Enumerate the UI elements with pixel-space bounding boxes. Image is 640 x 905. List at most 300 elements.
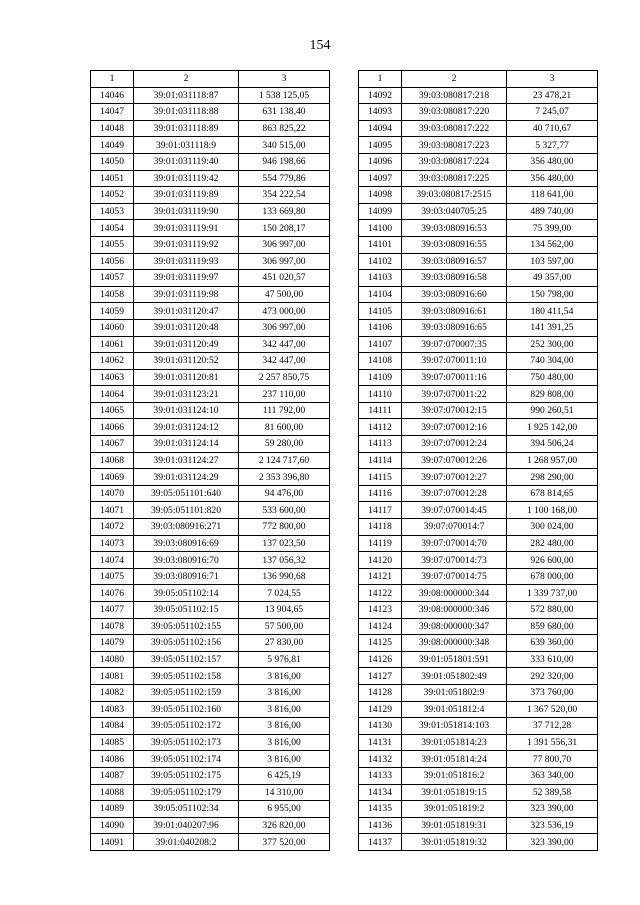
table-row bbox=[359, 834, 598, 851]
cadastral-number-cell: 39:01:031118:89 bbox=[134, 120, 239, 137]
table-row bbox=[91, 386, 330, 403]
row-number-cell: 14097 bbox=[359, 170, 402, 187]
value-cell: 150 798,00 bbox=[507, 286, 598, 303]
value-cell: 49 357,00 bbox=[507, 270, 598, 287]
value-cell: 451 020,57 bbox=[239, 270, 330, 287]
cadastral-number-cell: 39:03:080916:69 bbox=[134, 535, 239, 552]
row-number-cell: 14083 bbox=[91, 701, 134, 718]
cadastral-number-cell: 39:01:051814:103 bbox=[402, 718, 507, 735]
cadastral-number-cell: 39:05:051102:179 bbox=[134, 784, 239, 801]
row-number-cell: 14070 bbox=[91, 485, 134, 502]
table-row bbox=[91, 120, 330, 137]
value-cell: 533 600,00 bbox=[239, 502, 330, 519]
row-number-cell: 14046 bbox=[91, 87, 134, 104]
cadastral-number-cell: 39:03:080916:61 bbox=[402, 303, 507, 320]
cadastral-number-cell: 39:01:051819:32 bbox=[402, 834, 507, 851]
row-number-cell: 14121 bbox=[359, 568, 402, 585]
value-cell: 94 476,00 bbox=[239, 485, 330, 502]
table-row bbox=[91, 452, 330, 469]
table-row bbox=[359, 203, 598, 220]
row-number-cell: 14119 bbox=[359, 535, 402, 552]
value-cell: 2 257 850,75 bbox=[239, 369, 330, 386]
table-header-row bbox=[359, 71, 598, 88]
cadastral-number-cell: 39:05:051102:34 bbox=[134, 801, 239, 818]
header-cell: 1 bbox=[91, 71, 134, 88]
value-cell: 52 389,58 bbox=[507, 784, 598, 801]
table-row bbox=[359, 585, 598, 602]
table-row bbox=[91, 684, 330, 701]
row-number-cell: 14128 bbox=[359, 684, 402, 701]
value-cell: 141 391,25 bbox=[507, 319, 598, 336]
value-cell: 473 000,00 bbox=[239, 303, 330, 320]
table-row bbox=[91, 767, 330, 784]
value-cell: 3 816,00 bbox=[239, 751, 330, 768]
cadastral-number-cell: 39:07:070011:16 bbox=[402, 369, 507, 386]
table-row bbox=[359, 336, 598, 353]
value-cell: 1 339 737,00 bbox=[507, 585, 598, 602]
cadastral-number-cell: 39:03:080817:223 bbox=[402, 137, 507, 154]
row-number-cell: 14134 bbox=[359, 784, 402, 801]
value-cell: 3 816,00 bbox=[239, 701, 330, 718]
row-number-cell: 14112 bbox=[359, 419, 402, 436]
table-row bbox=[359, 618, 598, 635]
table-row bbox=[91, 602, 330, 619]
value-cell: 5 327,77 bbox=[507, 137, 598, 154]
table-row bbox=[91, 319, 330, 336]
row-number-cell: 14129 bbox=[359, 701, 402, 718]
value-cell: 489 740,00 bbox=[507, 203, 598, 220]
table-row bbox=[359, 220, 598, 237]
row-number-cell: 14122 bbox=[359, 585, 402, 602]
cadastral-number-cell: 39:01:031118:88 bbox=[134, 104, 239, 121]
cadastral-number-cell: 39:01:031124:10 bbox=[134, 402, 239, 419]
row-number-cell: 14099 bbox=[359, 203, 402, 220]
row-number-cell: 14115 bbox=[359, 469, 402, 486]
value-cell: 40 710,67 bbox=[507, 120, 598, 137]
value-cell: 1 925 142,00 bbox=[507, 419, 598, 436]
cadastral-number-cell: 39:08:000000:348 bbox=[402, 635, 507, 652]
cadastral-number-cell: 39:08:000000:346 bbox=[402, 602, 507, 619]
table-row bbox=[91, 353, 330, 370]
table-row bbox=[359, 817, 598, 834]
value-cell: 1 538 125,05 bbox=[239, 87, 330, 104]
cadastral-number-cell: 39:05:051102:157 bbox=[134, 651, 239, 668]
row-number-cell: 14048 bbox=[91, 120, 134, 137]
row-number-cell: 14123 bbox=[359, 602, 402, 619]
value-cell: 14 310,00 bbox=[239, 784, 330, 801]
table-row bbox=[91, 801, 330, 818]
cadastral-number-cell: 39:03:080916:53 bbox=[402, 220, 507, 237]
table-row bbox=[91, 402, 330, 419]
left-table bbox=[90, 70, 330, 851]
value-cell: 639 360,00 bbox=[507, 635, 598, 652]
cadastral-number-cell: 39:05:051102:156 bbox=[134, 635, 239, 652]
table-row bbox=[91, 104, 330, 121]
table-row bbox=[91, 270, 330, 287]
value-cell: 150 208,17 bbox=[239, 220, 330, 237]
value-cell: 306 997,00 bbox=[239, 319, 330, 336]
row-number-cell: 14133 bbox=[359, 767, 402, 784]
value-cell: 133 669,80 bbox=[239, 203, 330, 220]
row-number-cell: 14085 bbox=[91, 734, 134, 751]
row-number-cell: 14078 bbox=[91, 618, 134, 635]
table-row bbox=[359, 535, 598, 552]
table-row bbox=[91, 469, 330, 486]
cadastral-number-cell: 39:01:040207:96 bbox=[134, 817, 239, 834]
cadastral-number-cell: 39:01:031119:92 bbox=[134, 236, 239, 253]
table-row bbox=[359, 104, 598, 121]
value-cell: 342 447,00 bbox=[239, 353, 330, 370]
cadastral-number-cell: 39:03:080916:58 bbox=[402, 270, 507, 287]
table-row bbox=[359, 751, 598, 768]
row-number-cell: 14069 bbox=[91, 469, 134, 486]
cadastral-number-cell: 39:01:031118:87 bbox=[134, 87, 239, 104]
table-row bbox=[359, 469, 598, 486]
table-row bbox=[359, 153, 598, 170]
row-number-cell: 14127 bbox=[359, 668, 402, 685]
value-cell: 6 955,00 bbox=[239, 801, 330, 818]
row-number-cell: 14086 bbox=[91, 751, 134, 768]
cadastral-number-cell: 39:07:070012:16 bbox=[402, 419, 507, 436]
cadastral-number-cell: 39:05:051101:640 bbox=[134, 485, 239, 502]
row-number-cell: 14056 bbox=[91, 253, 134, 270]
cadastral-number-cell: 39:03:080817:2515 bbox=[402, 187, 507, 204]
value-cell: 750 480,00 bbox=[507, 369, 598, 386]
row-number-cell: 14104 bbox=[359, 286, 402, 303]
row-number-cell: 14114 bbox=[359, 452, 402, 469]
row-number-cell: 14103 bbox=[359, 270, 402, 287]
table-row bbox=[91, 236, 330, 253]
cadastral-number-cell: 39:07:070014:7 bbox=[402, 519, 507, 536]
value-cell: 2 353 396,80 bbox=[239, 469, 330, 486]
table-row bbox=[91, 568, 330, 585]
table-row bbox=[91, 651, 330, 668]
row-number-cell: 14120 bbox=[359, 552, 402, 569]
cadastral-number-cell: 39:07:070014:73 bbox=[402, 552, 507, 569]
value-cell: 298 290,00 bbox=[507, 469, 598, 486]
cadastral-number-cell: 39:01:051819:15 bbox=[402, 784, 507, 801]
table-row bbox=[91, 585, 330, 602]
row-number-cell: 14051 bbox=[91, 170, 134, 187]
table-row bbox=[359, 286, 598, 303]
row-number-cell: 14094 bbox=[359, 120, 402, 137]
table-row bbox=[359, 386, 598, 403]
row-number-cell: 14118 bbox=[359, 519, 402, 536]
value-cell: 13 904,65 bbox=[239, 602, 330, 619]
cadastral-number-cell: 39:05:051102:14 bbox=[134, 585, 239, 602]
value-cell: 27 830,00 bbox=[239, 635, 330, 652]
row-number-cell: 14092 bbox=[359, 87, 402, 104]
row-number-cell: 14081 bbox=[91, 668, 134, 685]
table-row bbox=[359, 502, 598, 519]
row-number-cell: 14109 bbox=[359, 369, 402, 386]
cadastral-number-cell: 39:03:080817:225 bbox=[402, 170, 507, 187]
cadastral-number-cell: 39:01:031119:91 bbox=[134, 220, 239, 237]
row-number-cell: 14110 bbox=[359, 386, 402, 403]
table-row bbox=[359, 270, 598, 287]
cadastral-number-cell: 39:01:031119:98 bbox=[134, 286, 239, 303]
row-number-cell: 14061 bbox=[91, 336, 134, 353]
table-row bbox=[359, 236, 598, 253]
value-cell: 926 600,00 bbox=[507, 552, 598, 569]
row-number-cell: 14080 bbox=[91, 651, 134, 668]
cadastral-number-cell: 39:03:080916:71 bbox=[134, 568, 239, 585]
table-row bbox=[91, 519, 330, 536]
row-number-cell: 14055 bbox=[91, 236, 134, 253]
table-row bbox=[359, 519, 598, 536]
row-number-cell: 14100 bbox=[359, 220, 402, 237]
cadastral-number-cell: 39:05:051102:15 bbox=[134, 602, 239, 619]
table-row bbox=[359, 87, 598, 104]
cadastral-number-cell: 39:03:080817:220 bbox=[402, 104, 507, 121]
table-row bbox=[91, 419, 330, 436]
table-row bbox=[359, 801, 598, 818]
value-cell: 103 597,00 bbox=[507, 253, 598, 270]
value-cell: 137 056,32 bbox=[239, 552, 330, 569]
value-cell: 23 478,21 bbox=[507, 87, 598, 104]
table-row bbox=[359, 319, 598, 336]
cadastral-number-cell: 39:01:051812:4 bbox=[402, 701, 507, 718]
row-number-cell: 14052 bbox=[91, 187, 134, 204]
value-cell: 1 367 520,00 bbox=[507, 701, 598, 718]
cadastral-number-cell: 39:05:051102:174 bbox=[134, 751, 239, 768]
row-number-cell: 14071 bbox=[91, 502, 134, 519]
value-cell: 333 610,00 bbox=[507, 651, 598, 668]
cadastral-number-cell: 39:03:080916:57 bbox=[402, 253, 507, 270]
value-cell: 292 320,00 bbox=[507, 668, 598, 685]
table-row bbox=[91, 535, 330, 552]
cadastral-number-cell: 39:03:040705:25 bbox=[402, 203, 507, 220]
table-row bbox=[359, 568, 598, 585]
value-cell: 373 760,00 bbox=[507, 684, 598, 701]
cadastral-number-cell: 39:03:080817:222 bbox=[402, 120, 507, 137]
table-row bbox=[359, 684, 598, 701]
header-cell: 3 bbox=[239, 71, 330, 88]
row-number-cell: 14053 bbox=[91, 203, 134, 220]
left-table-body bbox=[91, 71, 330, 851]
value-cell: 678 000,00 bbox=[507, 568, 598, 585]
cadastral-number-cell: 39:07:070014:45 bbox=[402, 502, 507, 519]
cadastral-number-cell: 39:08:000000:347 bbox=[402, 618, 507, 635]
cadastral-number-cell: 39:08:000000:344 bbox=[402, 585, 507, 602]
value-cell: 81 600,00 bbox=[239, 419, 330, 436]
value-cell: 772 800,00 bbox=[239, 519, 330, 536]
table-row bbox=[91, 170, 330, 187]
cadastral-number-cell: 39:07:070014:75 bbox=[402, 568, 507, 585]
value-cell: 323 536,19 bbox=[507, 817, 598, 834]
table-row bbox=[91, 751, 330, 768]
row-number-cell: 14076 bbox=[91, 585, 134, 602]
value-cell: 7 245,07 bbox=[507, 104, 598, 121]
row-number-cell: 14054 bbox=[91, 220, 134, 237]
table-row bbox=[91, 203, 330, 220]
cadastral-number-cell: 39:01:031124:27 bbox=[134, 452, 239, 469]
table-row bbox=[359, 187, 598, 204]
cadastral-number-cell: 39:05:051102:155 bbox=[134, 618, 239, 635]
value-cell: 678 814,65 bbox=[507, 485, 598, 502]
row-number-cell: 14106 bbox=[359, 319, 402, 336]
table-row bbox=[91, 336, 330, 353]
value-cell: 354 222,54 bbox=[239, 187, 330, 204]
value-cell: 137 023,50 bbox=[239, 535, 330, 552]
row-number-cell: 14105 bbox=[359, 303, 402, 320]
value-cell: 2 124 717,60 bbox=[239, 452, 330, 469]
row-number-cell: 14131 bbox=[359, 734, 402, 751]
value-cell: 946 198,66 bbox=[239, 153, 330, 170]
value-cell: 326 820,00 bbox=[239, 817, 330, 834]
cadastral-number-cell: 39:01:031119:90 bbox=[134, 203, 239, 220]
value-cell: 3 816,00 bbox=[239, 668, 330, 685]
table-row bbox=[359, 170, 598, 187]
cadastral-number-cell: 39:01:051801:591 bbox=[402, 651, 507, 668]
cadastral-number-cell: 39:05:051102:172 bbox=[134, 718, 239, 735]
value-cell: 3 816,00 bbox=[239, 718, 330, 735]
table-row bbox=[91, 286, 330, 303]
row-number-cell: 14124 bbox=[359, 618, 402, 635]
row-number-cell: 14095 bbox=[359, 137, 402, 154]
cadastral-number-cell: 39:03:080916:271 bbox=[134, 519, 239, 536]
table-row bbox=[359, 137, 598, 154]
header-cell: 1 bbox=[359, 71, 402, 88]
table-row bbox=[91, 834, 330, 851]
table-row bbox=[359, 552, 598, 569]
row-number-cell: 14098 bbox=[359, 187, 402, 204]
header-cell: 2 bbox=[402, 71, 507, 88]
value-cell: 237 110,00 bbox=[239, 386, 330, 403]
row-number-cell: 14066 bbox=[91, 419, 134, 436]
cadastral-number-cell: 39:01:031120:47 bbox=[134, 303, 239, 320]
table-row bbox=[91, 734, 330, 751]
cadastral-number-cell: 39:01:031120:81 bbox=[134, 369, 239, 386]
table-row bbox=[91, 817, 330, 834]
value-cell: 57 500,00 bbox=[239, 618, 330, 635]
value-cell: 300 024,00 bbox=[507, 519, 598, 536]
table-row bbox=[91, 253, 330, 270]
cadastral-number-cell: 39:01:031124:14 bbox=[134, 436, 239, 453]
cadastral-number-cell: 39:01:051802:49 bbox=[402, 668, 507, 685]
row-number-cell: 14067 bbox=[91, 436, 134, 453]
cadastral-number-cell: 39:05:051102:173 bbox=[134, 734, 239, 751]
row-number-cell: 14065 bbox=[91, 402, 134, 419]
row-number-cell: 14101 bbox=[359, 236, 402, 253]
table-row bbox=[359, 253, 598, 270]
row-number-cell: 14135 bbox=[359, 801, 402, 818]
table-row bbox=[359, 767, 598, 784]
table-row bbox=[91, 187, 330, 204]
value-cell: 47 500,00 bbox=[239, 286, 330, 303]
value-cell: 990 260,51 bbox=[507, 402, 598, 419]
row-number-cell: 14079 bbox=[91, 635, 134, 652]
row-number-cell: 14116 bbox=[359, 485, 402, 502]
cadastral-number-cell: 39:07:070007:35 bbox=[402, 336, 507, 353]
cadastral-number-cell: 39:01:031124:12 bbox=[134, 419, 239, 436]
cadastral-number-cell: 39:07:070012:27 bbox=[402, 469, 507, 486]
table-row bbox=[359, 668, 598, 685]
value-cell: 252 300,00 bbox=[507, 336, 598, 353]
cadastral-number-cell: 39:03:080916:60 bbox=[402, 286, 507, 303]
row-number-cell: 14102 bbox=[359, 253, 402, 270]
row-number-cell: 14050 bbox=[91, 153, 134, 170]
table-row bbox=[359, 303, 598, 320]
value-cell: 1 100 168,00 bbox=[507, 502, 598, 519]
table-row bbox=[359, 353, 598, 370]
row-number-cell: 14107 bbox=[359, 336, 402, 353]
table-row bbox=[91, 369, 330, 386]
table-row bbox=[91, 618, 330, 635]
table-row bbox=[359, 784, 598, 801]
value-cell: 363 340,00 bbox=[507, 767, 598, 784]
row-number-cell: 14064 bbox=[91, 386, 134, 403]
value-cell: 118 641,00 bbox=[507, 187, 598, 204]
table-header-row bbox=[91, 71, 330, 88]
cadastral-number-cell: 39:05:051101:820 bbox=[134, 502, 239, 519]
value-cell: 356 480,00 bbox=[507, 170, 598, 187]
value-cell: 77 800,70 bbox=[507, 751, 598, 768]
row-number-cell: 14049 bbox=[91, 137, 134, 154]
table-row bbox=[359, 419, 598, 436]
cadastral-number-cell: 39:05:051102:158 bbox=[134, 668, 239, 685]
value-cell: 740 304,00 bbox=[507, 353, 598, 370]
value-cell: 6 425,19 bbox=[239, 767, 330, 784]
row-number-cell: 14082 bbox=[91, 684, 134, 701]
row-number-cell: 14087 bbox=[91, 767, 134, 784]
cadastral-number-cell: 39:01:031119:42 bbox=[134, 170, 239, 187]
table-row bbox=[91, 137, 330, 154]
value-cell: 282 480,00 bbox=[507, 535, 598, 552]
value-cell: 829 808,00 bbox=[507, 386, 598, 403]
cadastral-number-cell: 39:07:070012:26 bbox=[402, 452, 507, 469]
row-number-cell: 14137 bbox=[359, 834, 402, 851]
value-cell: 3 816,00 bbox=[239, 734, 330, 751]
cadastral-number-cell: 39:01:031123:21 bbox=[134, 386, 239, 403]
value-cell: 631 138,40 bbox=[239, 104, 330, 121]
value-cell: 1 391 556,31 bbox=[507, 734, 598, 751]
table-row bbox=[91, 635, 330, 652]
value-cell: 5 976,81 bbox=[239, 651, 330, 668]
value-cell: 3 816,00 bbox=[239, 684, 330, 701]
value-cell: 306 997,00 bbox=[239, 236, 330, 253]
row-number-cell: 14125 bbox=[359, 635, 402, 652]
value-cell: 1 268 957,00 bbox=[507, 452, 598, 469]
table-row bbox=[91, 668, 330, 685]
value-cell: 323 390,00 bbox=[507, 801, 598, 818]
table-row bbox=[359, 701, 598, 718]
cadastral-number-cell: 39:07:070012:28 bbox=[402, 485, 507, 502]
row-number-cell: 14111 bbox=[359, 402, 402, 419]
value-cell: 111 792,00 bbox=[239, 402, 330, 419]
row-number-cell: 14084 bbox=[91, 718, 134, 735]
value-cell: 394 506,24 bbox=[507, 436, 598, 453]
header-cell: 2 bbox=[134, 71, 239, 88]
header-cell: 3 bbox=[507, 71, 598, 88]
row-number-cell: 14113 bbox=[359, 436, 402, 453]
cadastral-number-cell: 39:01:031119:40 bbox=[134, 153, 239, 170]
value-cell: 863 825,22 bbox=[239, 120, 330, 137]
row-number-cell: 14132 bbox=[359, 751, 402, 768]
table-row bbox=[359, 485, 598, 502]
value-cell: 356 480,00 bbox=[507, 153, 598, 170]
row-number-cell: 14089 bbox=[91, 801, 134, 818]
value-cell: 180 411,54 bbox=[507, 303, 598, 320]
table-row bbox=[91, 153, 330, 170]
row-number-cell: 14088 bbox=[91, 784, 134, 801]
row-number-cell: 14057 bbox=[91, 270, 134, 287]
table-row bbox=[91, 701, 330, 718]
table-row bbox=[359, 718, 598, 735]
cadastral-number-cell: 39:07:070014:70 bbox=[402, 535, 507, 552]
cadastral-number-cell: 39:03:080916:55 bbox=[402, 236, 507, 253]
row-number-cell: 14093 bbox=[359, 104, 402, 121]
